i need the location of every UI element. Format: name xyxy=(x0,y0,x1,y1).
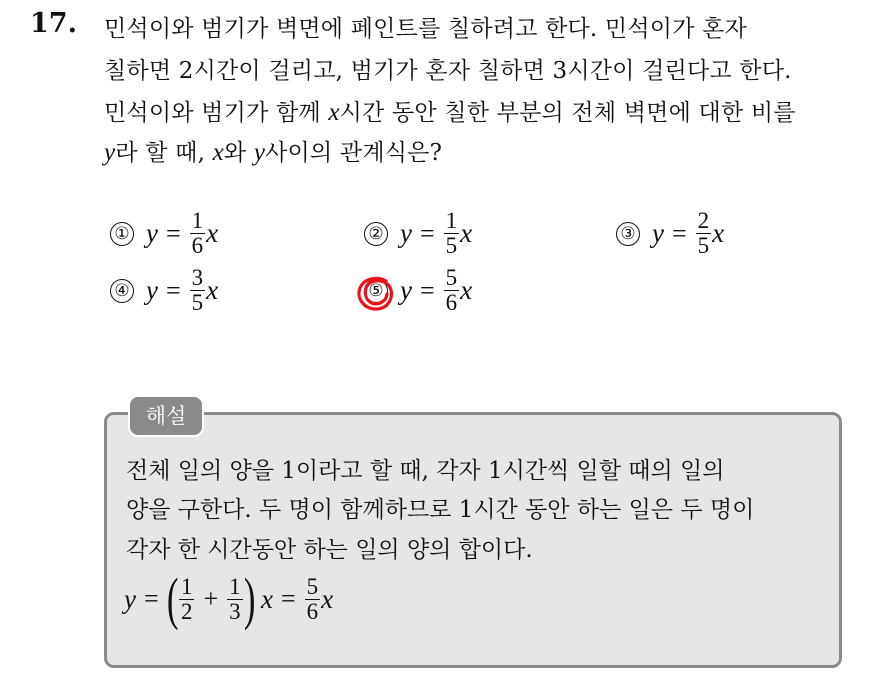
numerator: 3 xyxy=(191,265,204,290)
solution-line-2: 양을 구한다. 두 명이 함께하므로 1시간 동안 하는 일은 두 명이 xyxy=(126,497,755,523)
var-x: x xyxy=(328,99,340,126)
equals-sign: = xyxy=(671,218,687,248)
equals-sign: = xyxy=(419,275,435,305)
question-line-4 xyxy=(104,134,442,167)
fraction xyxy=(305,575,321,624)
choice-lhs: y xyxy=(400,275,412,305)
var-y: y xyxy=(104,139,116,166)
denominator: 6 xyxy=(191,233,204,258)
equals-sign: = xyxy=(280,584,296,613)
equals-sign: = xyxy=(165,218,181,248)
choice-number: ③ xyxy=(616,222,640,246)
equals-sign: = xyxy=(143,584,159,613)
question-line-4c: 사이의 관계식은? xyxy=(265,140,443,166)
choice-number: ① xyxy=(110,222,134,246)
var-x: x xyxy=(212,139,224,166)
choice-number: ② xyxy=(364,222,388,246)
numerator: 2 xyxy=(697,208,710,233)
choice-lhs: y xyxy=(400,218,412,248)
question-line-2: 칠하면 2시간이 걸리고, 범기가 혼자 칠하면 3시간이 걸린다고 한다. xyxy=(104,58,792,84)
question-line-3 xyxy=(104,94,796,127)
question-number: 17. xyxy=(30,8,77,39)
fraction xyxy=(190,209,206,258)
question-line-1: 민석이와 범기가 벽면에 페인트를 칠하려고 한다. 민석이가 혼자 xyxy=(104,16,747,42)
choice-var: x xyxy=(206,275,219,305)
choice-lhs: y xyxy=(652,218,664,248)
choice-var: x xyxy=(206,218,219,248)
choice-3[interactable] xyxy=(616,209,724,258)
choice-var: x xyxy=(712,218,725,248)
denominator: 5 xyxy=(445,233,458,258)
fraction xyxy=(179,575,195,624)
choice-1[interactable] xyxy=(110,209,218,258)
equals-sign: = xyxy=(419,218,435,248)
solution-line-1: 전체 일의 양을 1이라고 할 때, 각자 1시간씩 일할 때의 일의 xyxy=(126,458,725,484)
question-line-4a: 라 할 때, xyxy=(115,140,206,166)
right-paren: ) xyxy=(243,566,256,631)
question-line-4b: 와 xyxy=(223,140,247,166)
choice-lhs: y xyxy=(146,218,158,248)
denominator: 5 xyxy=(191,290,204,315)
choice-2[interactable] xyxy=(364,209,472,258)
plus-sign: + xyxy=(203,584,219,613)
var-y: y xyxy=(253,139,266,166)
denominator: 3 xyxy=(229,598,241,624)
choice-number: ④ xyxy=(110,279,134,303)
choice-var: x xyxy=(460,218,473,248)
question-line-3b: 시간 동안 칠한 부분의 전체 벽면에 대한 비를 xyxy=(339,100,796,126)
numerator: 1 xyxy=(445,208,458,233)
choice-number: ⑤ xyxy=(364,279,388,303)
equals-sign: = xyxy=(165,275,181,305)
denominator: 6 xyxy=(306,598,319,624)
numerator: 1 xyxy=(191,208,204,233)
formula-var: x xyxy=(260,583,273,614)
numerator: 1 xyxy=(180,573,193,599)
choice-lhs: y xyxy=(146,275,158,305)
numerator: 5 xyxy=(306,573,319,599)
choice-var: x xyxy=(460,275,473,305)
left-paren: ( xyxy=(166,566,179,631)
fraction xyxy=(227,575,243,624)
denominator: 6 xyxy=(445,290,458,315)
fraction xyxy=(444,266,460,315)
choice-4[interactable] xyxy=(110,266,218,315)
numerator: 5 xyxy=(445,265,458,290)
fraction xyxy=(696,209,712,258)
denominator: 5 xyxy=(697,233,710,258)
fraction xyxy=(444,209,460,258)
formula-lhs: y xyxy=(124,583,136,614)
answer-mark-circle-icon xyxy=(356,275,396,313)
numerator: 1 xyxy=(229,573,241,599)
solution-line-3: 각자 한 시간동안 하는 일의 양의 합이다. xyxy=(126,537,533,563)
formula-var: x xyxy=(321,583,334,614)
question-line-3a: 민석이와 범기가 함께 xyxy=(104,100,321,126)
solution-formula xyxy=(124,566,334,631)
solution-badge: 해설 xyxy=(128,395,204,437)
denominator: 2 xyxy=(180,598,193,624)
fraction xyxy=(190,266,206,315)
